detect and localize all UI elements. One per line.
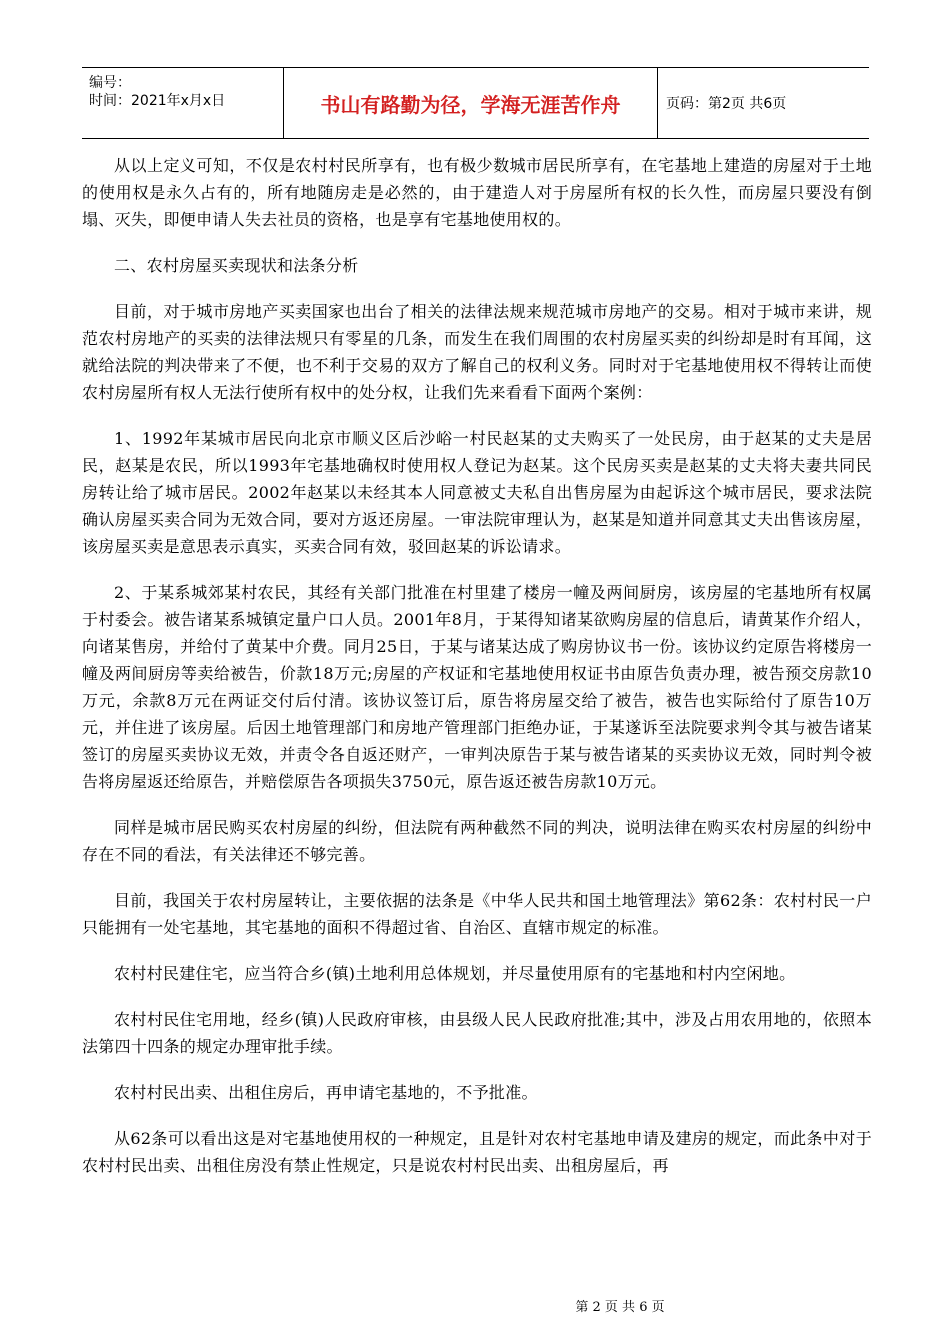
document-time-label: 时间：2021年x月x日: [89, 93, 226, 109]
document-header: [82, 67, 869, 139]
paragraph: 2、于某系城郊某村农民，其经有关部门批准在村里建了楼房一幢及两间厨房，该房屋的宅基地所有权属于村委会。被告诸某系城镇定量户口人员。2001年8月，于某得知诸某欲购房屋的信息后，请黄某作介绍人，向诸某售房，并给付了黄某中介费。同月25日，于某与诸某达成了购房协议书一份。该协议约定原告将楼房一幢及两间厨房等卖给被告，价款18万元;房屋的产权证和宅基地使用权证书由原告负责办理，被告预交房款10万元，余款8万元在两证交付后付清。该协议签订后，原告将房屋交给了被告，被告也实际给付了原告10万元，并住进了该房屋。后因土地管理部门和房地产管理部门拒绝办证，于某遂诉至法院要求判令其与被告诸某签订的房屋买卖协议无效，并责令各自返还财产，一审判决原告于某与被告诸某的买卖协议无效，同时判令被告将房屋返还给原告，并赔偿原告各项损失3750元，原告返还被告房款10万元。: [82, 583, 872, 791]
section-heading: 二、农村房屋买卖现状和法条分析: [114, 256, 359, 275]
paragraph: 1、1992年某城市居民向北京市顺义区后沙峪一村民赵某的丈夫购买了一处民房，由于赵某的丈夫是居民，赵某是农民，所以1993年宅基地确权时使用权人登记为赵某。这个民房买卖是赵某的丈夫将夫妻共同民房转让给了城市居民。2002年赵某以未经其本人同意被丈夫私自出售房屋为由起诉这个城市居民，要求法院确认房屋买卖合同为无效合同，要对方返还房屋。一审法院审理认为，赵某是知道并同意其丈夫出售该房屋，该房屋买卖是意思表示真实，买卖合同有效，驳回赵某的诉讼请求。: [82, 429, 872, 556]
paragraph: 同样是城市居民购买农村房屋的纠纷，但法院有两种截然不同的判决，说明法律在购买农村房屋的纠纷中存在不同的看法，有关法律还不够完善。: [82, 818, 872, 864]
paragraph: 农村村民住宅用地，经乡(镇)人民政府审核，由县级人民人民政府批准;其中，涉及占用农用地的，依照本法第四十四条的规定办理审批手续。: [82, 1010, 872, 1056]
paragraph: 目前，对于城市房地产买卖国家也出台了相关的法律法规来规范城市房地产的交易。相对于城市来讲，规范农村房地产的买卖的法律法规只有零星的几条，而发生在我们周围的农村房屋买卖的纠纷却是时有耳闻，这就给法院的判决带来了不便，也不利于交易的双方了解自己的权利义务。同时对于宅基地使用权不得转让而使农村房屋所有权人无法行使所有权中的处分权，让我们先来看看下面两个案例：: [82, 302, 872, 402]
paragraph: 从62条可以看出这是对宅基地使用权的一种规定，且是针对农村宅基地申请及建房的规定，而此条中对于农村村民出卖、出租住房没有禁止性规定，只是说农村村民出卖、出租房屋后，再: [82, 1129, 872, 1175]
paragraph: 农村村民建住宅，应当符合乡(镇)土地利用总体规划，并尽量使用原有的宅基地和村内空闲地。: [114, 964, 796, 983]
document-number-label: 编号：: [89, 75, 131, 91]
header-page-label: 页码：第2页 共6页: [666, 96, 787, 112]
paragraph: 农村村民出卖、出租住房后，再申请宅基地的，不予批准。: [114, 1083, 538, 1102]
paragraph: 目前，我国关于农村房屋转让，主要依据的法条是《中华人民共和国土地管理法》第62条：农村村民一户只能拥有一处宅基地，其宅基地的面积不得超过省、自治区、直辖市规定的标准。: [82, 891, 872, 937]
page-footer: 第 2 页 共 6 页: [575, 1300, 665, 1315]
header-meta: [82, 68, 284, 138]
document-body: [82, 152, 872, 1179]
paragraph: 从以上定义可知，不仅是农村村民所享有，也有极少数城市居民所享有，在宅基地上建造的房屋对于土地的使用权是永久占有的，所有地随房走是必然的，由于建造人对于房屋所有权的长久性，而房屋只要没有倒塌、灭失，即便申请人失去社员的资格，也是享有宅基地使用权的。: [82, 156, 872, 229]
header-motto: 书山有路勤为径，学海无涯苦作舟: [284, 68, 658, 138]
